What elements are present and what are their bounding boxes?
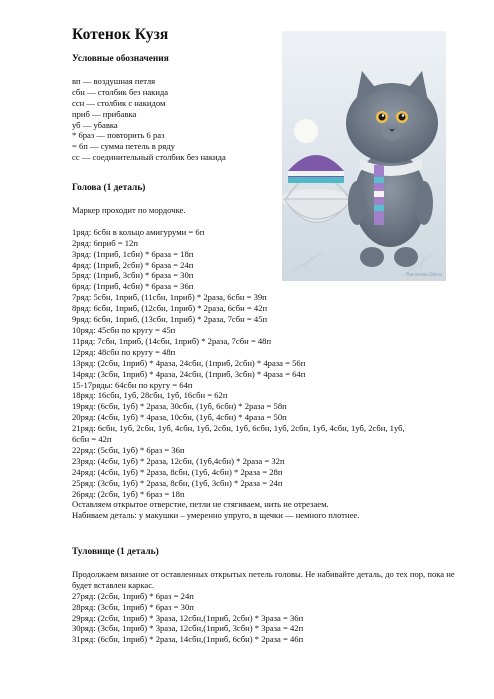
head-row: 14ряд: (3сбн, 1приб) * 4раза, 24сбн, (1приб, 3сбн) * 4раза = 64п [72,368,306,379]
legend-heading: Условные обозначения [72,54,169,64]
head-row: 24ряд: (4сбн, 1уб) * 2раза, 8сбн, (1уб, 4сбн) * 2раза = 28п [72,466,283,477]
head-row: 23ряд: (4сбн, 1уб) * 2раза, 12сбн, (1уб,4сбн) * 2раза = 32п [72,455,285,466]
head-row: 8ряд: 6сбн, 1приб, (12сбн, 1приб) * 2раза, 6сбн = 42п [72,303,268,314]
legend-line: * 6раз — повторить 6 раз [72,130,165,141]
head-row: 2ряд: 6приб = 12п [72,237,138,248]
head-row: 9ряд: 6сбн, 1приб, (13сбн, 1приб) * 2раза, 7сбн = 45п [72,314,268,325]
head-row: 3ряд: (1приб, 1сбн) * 6раза = 18п [72,248,194,259]
head-row: 12ряд: 48сбн по кругу = 48п [72,346,176,357]
legend-line: сбн — столбик без накида [72,86,169,97]
head-row: 13ряд: (2сбн, 1приб) * 4раза, 24сбн, (1приб, 2сбн) * 4раза = 56п [72,357,306,368]
legend-section [72,54,472,163]
head-row: 21ряд: 6сбн, 1уб, 2сбн, 1уб, 4сбн, 1уб, 2сбн, 1уб, 6сбн, 1уб, 2сбн, 1уб, 4сбн, 1уб, 2сбн, 1уб, [72,423,405,434]
body-heading: Туловище (1 деталь) [72,547,159,557]
photo-watermark: Ваганова Elena [406,272,442,278]
legend-line: вп — воздушная петля [72,75,156,86]
head-outro: Оставляем открытое отверстие, петли не стягиваем, нить не отрезаем. [72,499,329,510]
legend-line: приб — прибавка [72,108,137,119]
head-row: 11ряд: 7сбн, 1приб, (14сбн, 1приб) * 2раза, 7сбн = 48п [72,335,272,346]
head-row: 19ряд: (6сбн, 1уб) * 2раза, 30сбн, (1уб, 6сбн) * 2раза = 58п [72,401,287,412]
head-intro: Маркер проходит по мордочке. [72,204,186,215]
head-section [72,183,472,521]
body-row: 28ряд: (3сбн, 1приб) * 6раз = 30п [72,601,194,612]
head-row: 22ряд: (5сбн, 1уб) * 6раз = 36п [72,444,185,455]
head-row: 26ряд: (2сбн, 1уб) * 6раз = 18п [72,488,185,499]
head-row: 20ряд: (4сбн, 1уб) * 4раза, 10сбн, (1уб, 4сбн) * 4раза = 50п [72,412,287,423]
legend-line: уб — убавка [72,119,118,130]
body-section [72,547,472,645]
body-row: 29ряд: (2сбн, 1приб) * 3раза, 12сбн,(1приб, 2сбн) * 3раза = 36п [72,612,304,623]
head-row: 6сбн = 42п [72,434,112,445]
body-row: 27ряд: (2сбн, 1приб) * 6раз = 24п [72,590,194,601]
page-title: Котенок Кузя [72,26,169,43]
head-row: 25ряд: (3сбн, 1уб) * 2раза, 8сбн, (1уб, 3сбн) * 2раза = 24п [72,477,283,488]
body-row: 30ряд: (3сбн, 1приб) * 3раза, 12сбн,(1приб, 3сбн) * 3раза = 42п [72,623,304,634]
head-outro: Набиваем деталь: у макушки – умеренно упруго, в щечки — немного плотнее. [72,510,360,521]
head-row: 7ряд: 5сбн, 1приб, (11сбн, 1приб) * 2раза, 6сбн = 39п [72,292,267,303]
head-row: 1ряд: 6сбн в кольцо амигуруми = 6п [72,226,205,237]
body-intro: Продолжаем вязание от оставленных открытых петель головы. Не набивайте деталь, до тех пор, пока не будет вставлен каркас. [72,568,455,590]
legend-line: ссн — столбик с накидом [72,97,166,108]
legend-line: = 6п — сумма петель в ряду [72,141,175,152]
legend-line: сс — соединительный столбик без накида [72,152,226,163]
body-row: 31ряд: (6сбн, 1приб) * 2раза, 14сбн,(1приб, 6сбн) * 2раза = 46п [72,634,304,645]
head-row: 6ряд: (1приб, 4сбн) * 6раза = 36п [72,281,194,292]
head-row: 5ряд: (1приб, 3сбн) * 6раза = 30п [72,270,194,281]
head-row: 15-17ряды: 64сбн по кругу = 64п [72,379,193,390]
head-heading: Голова (1 деталь) [72,183,146,193]
head-row: 18ряд: 16сбн, 1уб, 28сбн, 1уб, 16сбн = 62п [72,390,228,401]
head-row: 4ряд: (1приб, 2сбн) * 6раза = 24п [72,259,194,270]
head-row: 10ряд: 45сбн по кругу = 45п [72,324,176,335]
